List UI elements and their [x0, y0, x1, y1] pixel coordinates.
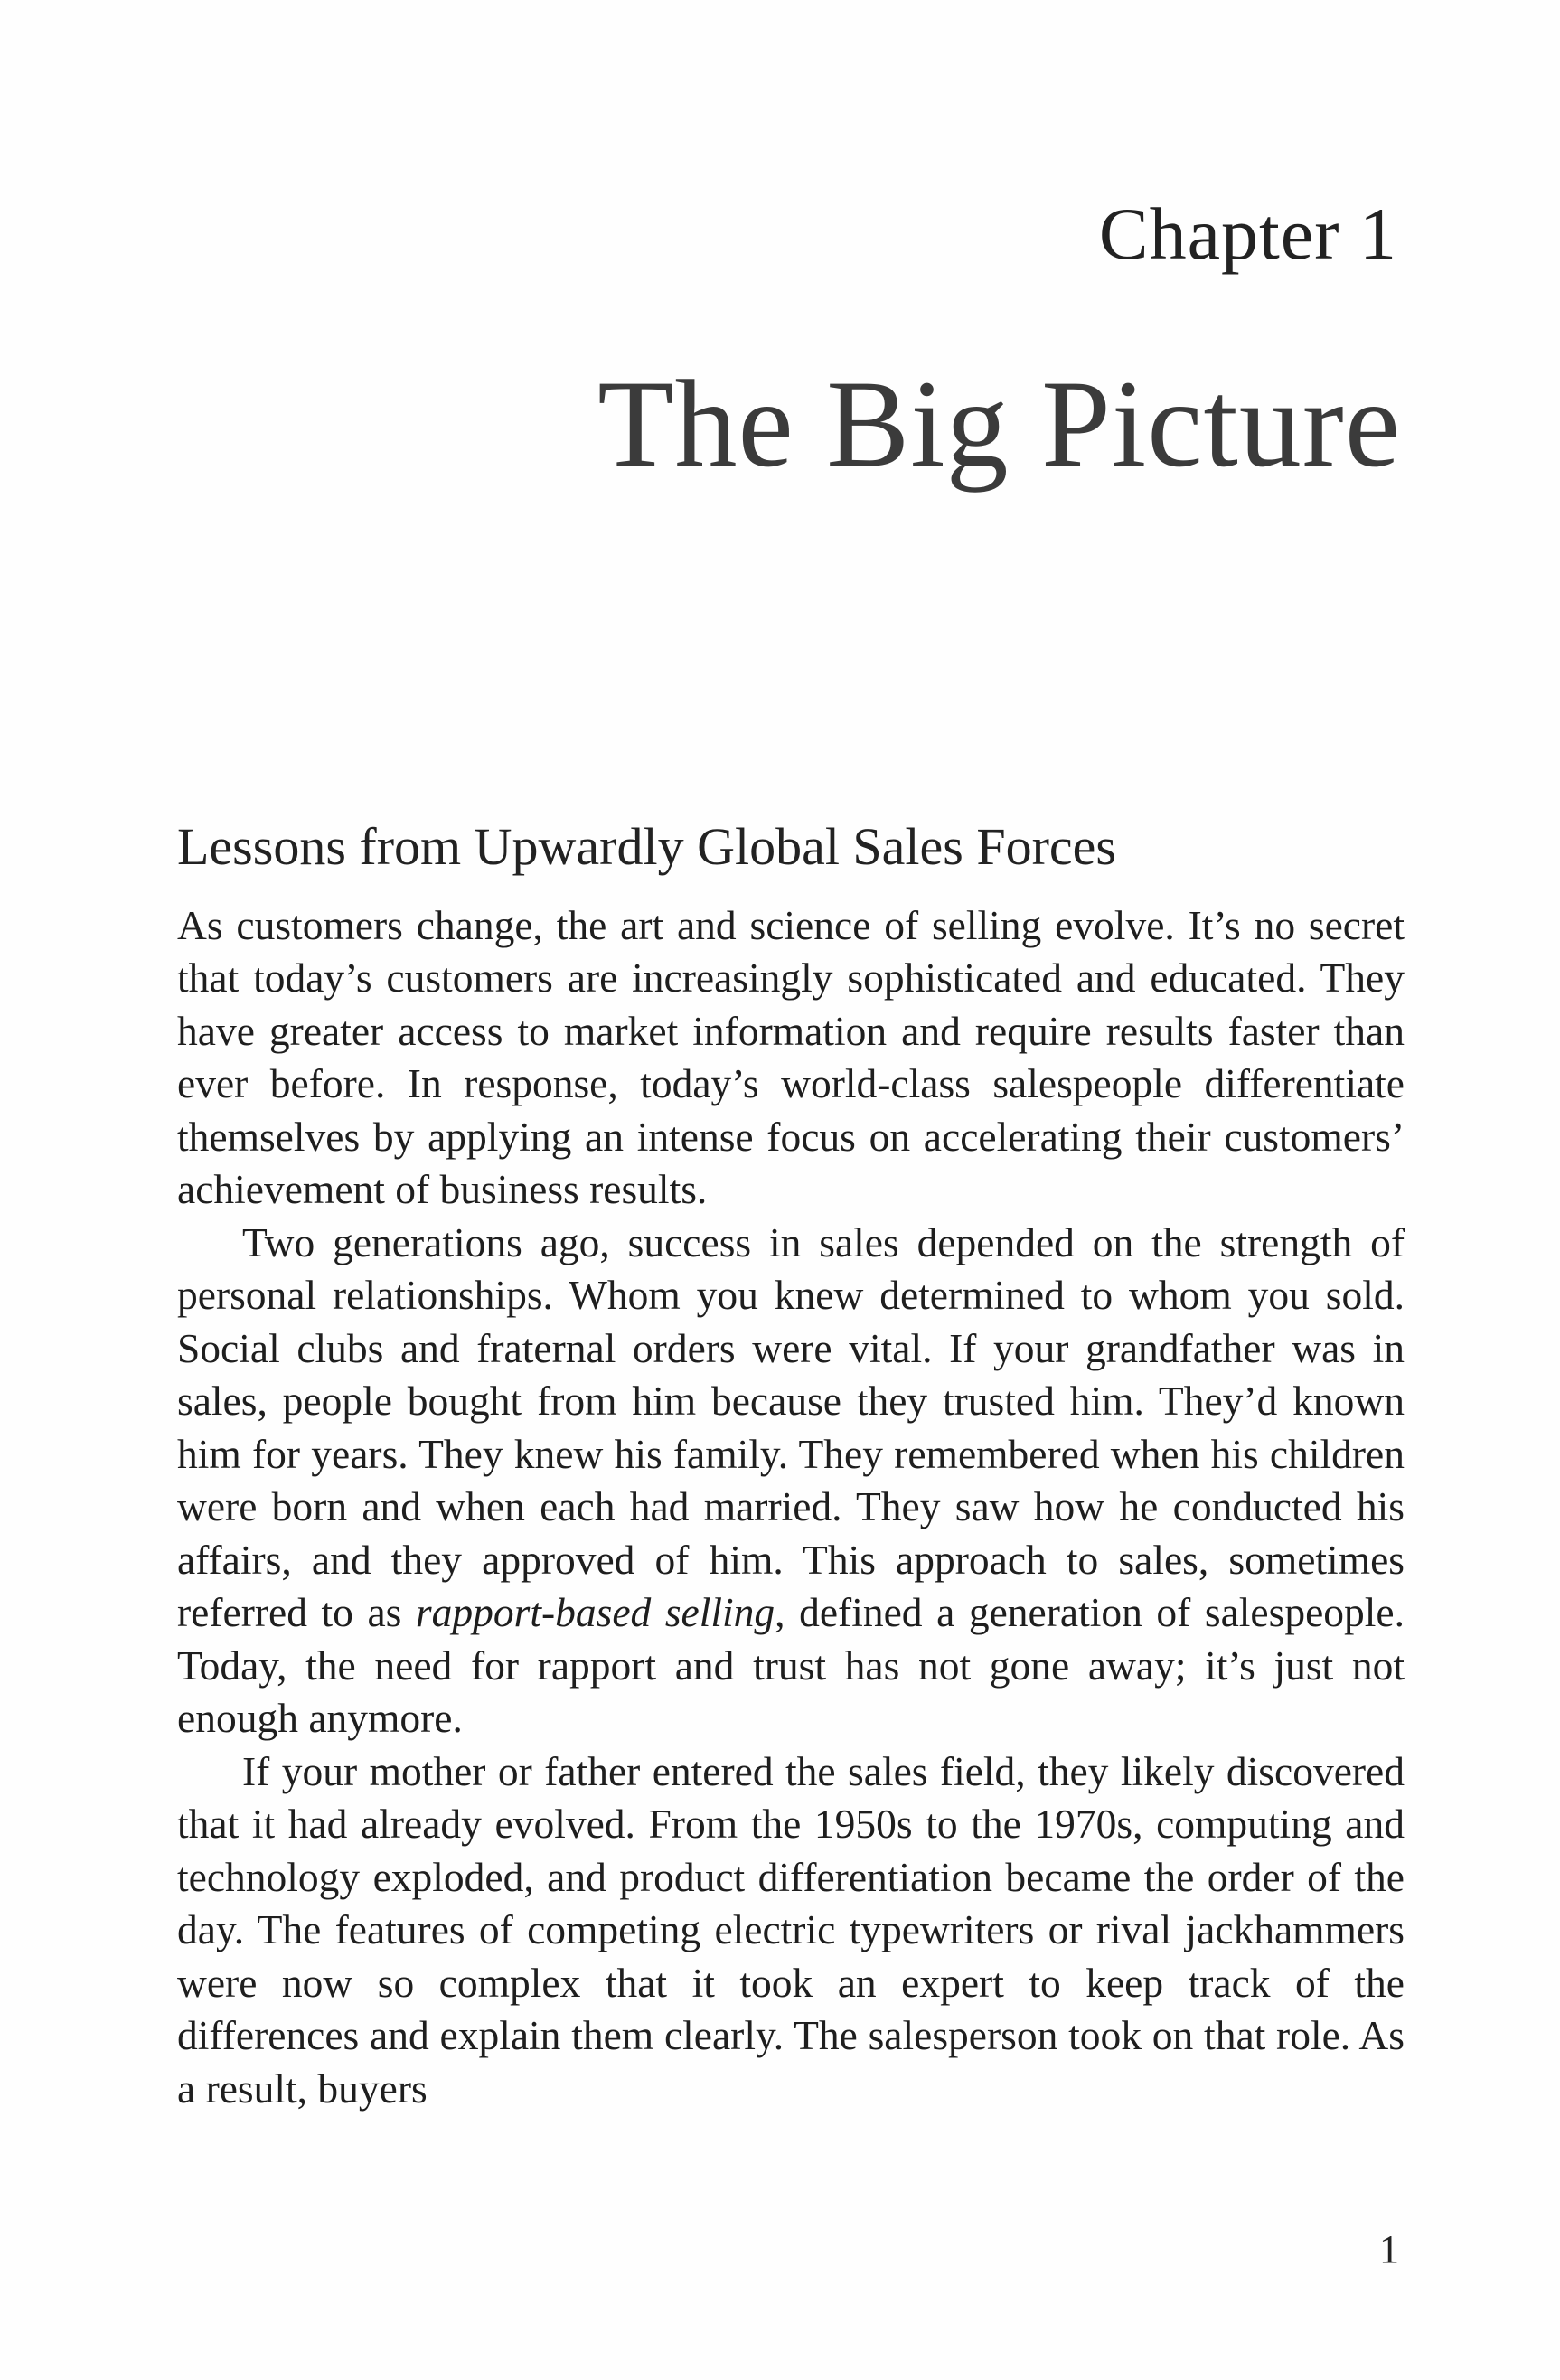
body-text: [177, 818, 1405, 2115]
paragraph-2-text-end: , defined a generation of salespeople. Today, the need for rapport and trust has not gone away; it’s just not enough anymore.: [177, 1589, 1405, 1742]
paragraph-2-text-start: Two generations ago, success in sales depended on the strength of personal relationships. Whom you knew determined to whom you sold. Social clubs and fraternal orders were vital. If your grandfather was in sales, people bought from him because they trusted him. They’d known him for years. They knew his family. They remembered when his children were born and when each had married. They saw how he conducted his affairs, and they approved of him. This approach to sales, sometimes referred to as: [177, 1218, 1405, 1636]
chapter-title: The Big Picture: [597, 354, 1401, 493]
paragraph-3: If your mother or father entered the sales field, they likely discovered that it had already evolved. From the 1950s to the 1970s, computing and technology exploded, and product differentiation became the order of the day. The features of competing electric typewriters or rival jackhammers were now so complex that it took an expert to keep track of the differences and explain them clearly. The salesperson took on that role. As a result, buyers: [177, 1747, 1405, 2112]
paragraph-2-italic-term: rapport-based selling: [415, 1589, 775, 1636]
page-number: 1: [1379, 2227, 1399, 2272]
section-heading: Lessons from Upwardly Global Sales Forces: [177, 817, 1116, 876]
paragraph-1: As customers change, the art and science of selling evolve. It’s no secret that today’s customers are increasingly sophisticated and educated. They have greater access to market information and require results faster than ever before. In response, today’s world-class salespeople differentiate themselves by applying an intense focus on accelerating their customers’ achievement of business results.: [177, 901, 1405, 1213]
paragraph-2: [177, 1217, 1405, 1745]
chapter-label: Chapter 1: [1098, 193, 1397, 275]
